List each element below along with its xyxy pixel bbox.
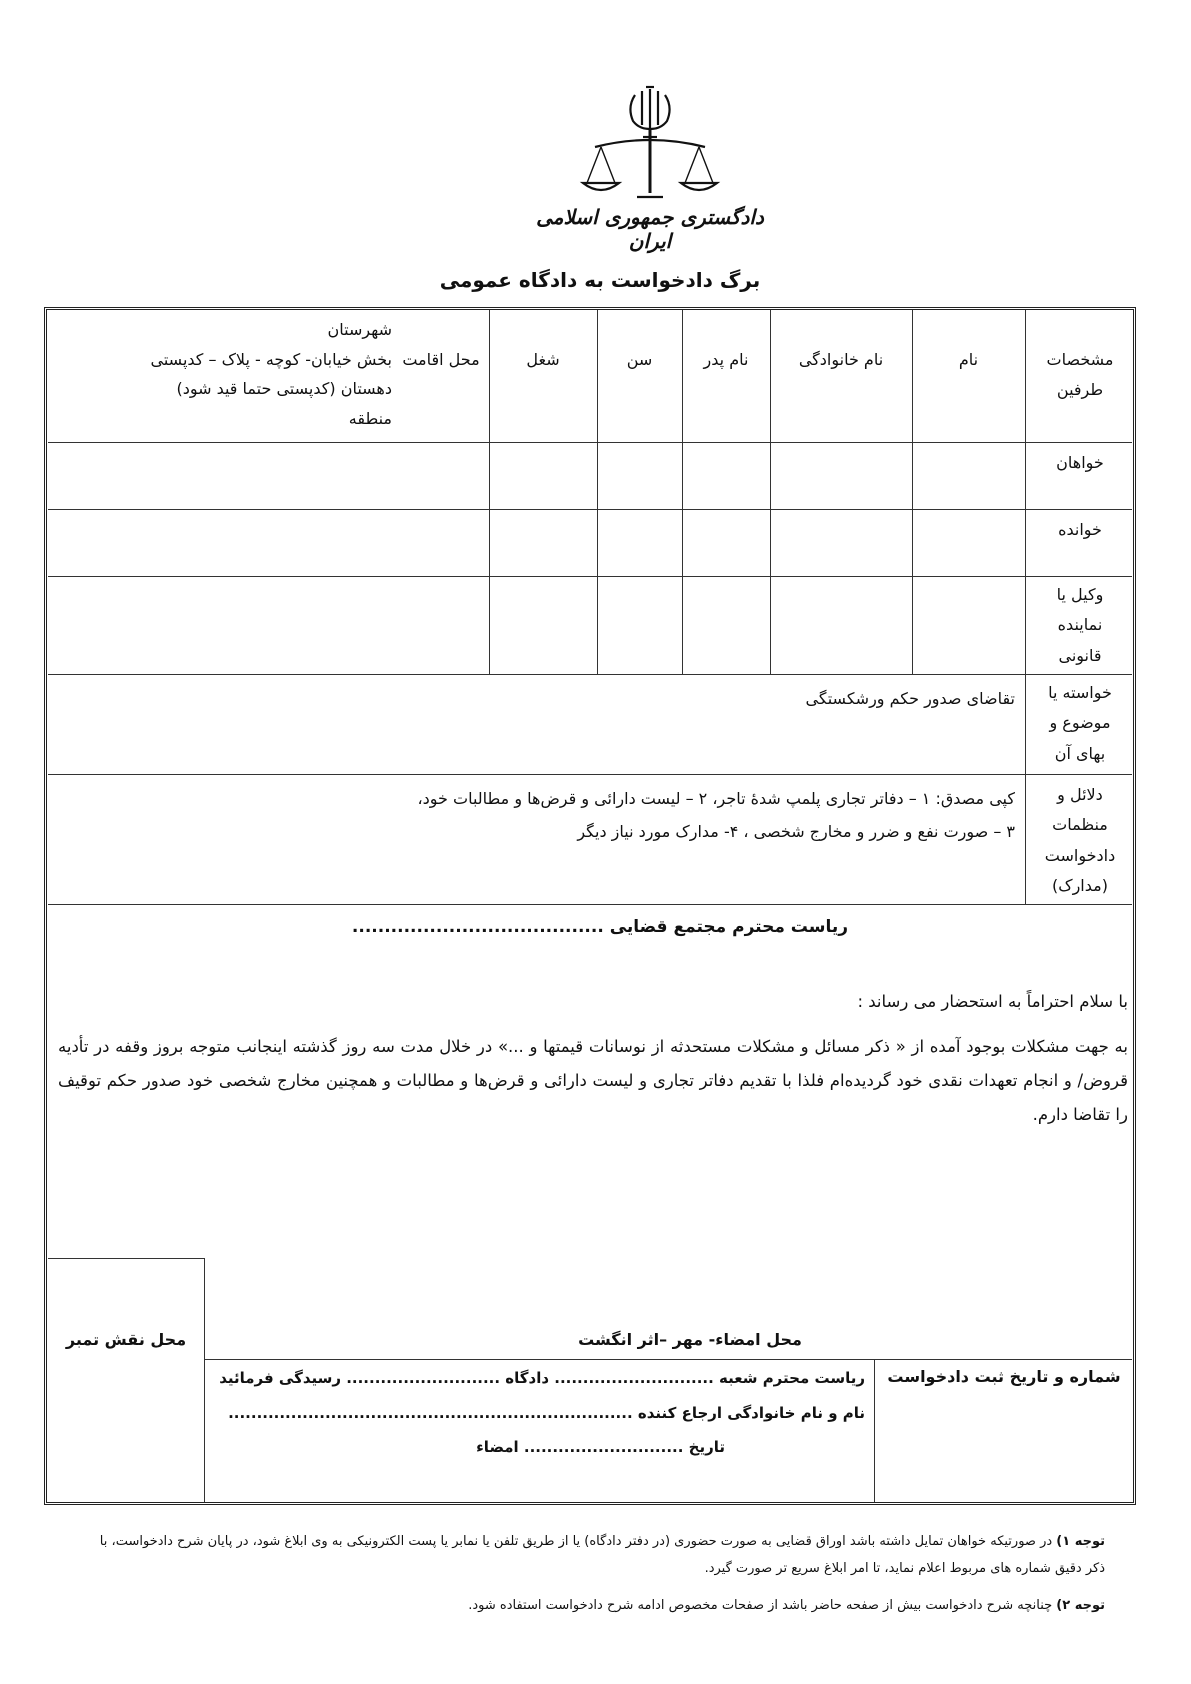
organization-name: دادگستری جمهوری اسلامی ایران	[536, 205, 764, 253]
registration-box-side	[874, 1359, 875, 1502]
row-defendant: خوانده	[1058, 520, 1102, 539]
row-plaintiff: خواهان	[1056, 453, 1104, 472]
row-divider	[48, 442, 1132, 443]
row-divider	[48, 674, 1132, 675]
judiciary-emblem-icon	[575, 85, 725, 210]
footer-box-top	[204, 1359, 1132, 1360]
note-1: توجه ۱) در صورتیکه خواهان تمایل داشته باشد اوراق قضایی به صورت حضوری (در دفتر دادگاه) یا از طریق تلفن یا نمابر یا پست الکترونیکی به وی ابلاغ شود، در پایان شرح دادخواست، با ذکر دقیق شماره های مربوط اعلام نماید، تا امر ابلاغ سریع تر صورت گیرد.	[99, 1534, 1105, 1577]
row-divider	[48, 904, 1132, 905]
stamp-box-top	[48, 1258, 204, 1259]
row-divider	[48, 576, 1132, 577]
petition-body: به جهت مشکلات بوجود آمده از « ذکر مسائل و مشکلات مستحدثه از نوسانات قیمتها و ...» در خلال مدت سه روز گذشته اینجانب متوجه بروز وقفه در تأدیه قروض/ و انجام تعهدات نقدی خود گردیده‌ام فلذا با تقدیم دفاتر تجاری و لیست دارائی و قرض‌ها و مطالبات و همچنین مخارج شخصی خود صدور حکم توقیف را تقاضا دارم.	[58, 1037, 1128, 1124]
signature-place: محل امضاء- مهر –اثر انگشت	[578, 1330, 802, 1349]
header-age: سن	[626, 350, 653, 369]
stamp-box-side	[204, 1258, 205, 1502]
header-residence: محل اقامت	[402, 350, 480, 369]
header-address: شهرستان بخش خیابان- کوچه - پلاک – کدپستی دهستان (کدپستی حتما قید شود) منطقه	[150, 320, 392, 428]
header-name: نام	[958, 350, 979, 369]
row-divider	[48, 774, 1132, 775]
greeting: با سلام احتراماً به استحضار می رساند :	[857, 992, 1128, 1011]
referral-block: ریاست محترم شعبه ............................ دادگاه ........................... رسیدگی فرمائید نام و نام خانوادگی ارجاع کننده ....................................................................... تاریخ ............................ امضاء	[219, 1369, 865, 1456]
form-title: برگ دادخواست به دادگاه عمومی	[439, 268, 761, 292]
row-divider	[48, 509, 1132, 510]
row-lawyer: وکیل یا نماینده قانونی	[1056, 585, 1104, 665]
claim-value: تقاضای صدور حکم ورشکستگی	[805, 689, 1015, 708]
row-claim: خواسته یا موضوع و بهای آن	[1048, 683, 1112, 763]
header-father-name: نام پدر	[703, 350, 749, 369]
registration-label: شماره و تاریخ ثبت دادخواست	[887, 1367, 1121, 1386]
evidence-list: کپی مصدق: ۱ – دفاتر تجاری پلمپ شدهٔ تاجر، ۲ – لیست دارائی و قرض‌ها و مطالبات خود، ۳ – صورت نفع و ضرر و مخارج شخصی ، ۴- مدارک مورد نیاز دیگر	[417, 789, 1015, 841]
row-evidence: دلائل و منظمات دادخواست (مدارک)	[1044, 785, 1116, 896]
header-job: شغل	[526, 350, 560, 369]
court-heading: ریاست محترم مجتمع قضایی .......................................	[351, 917, 849, 937]
header-parties: مشخصات طرفین	[1046, 350, 1114, 400]
stamp-place: محل نقش تمبر	[65, 1330, 187, 1349]
header-family-name: نام خانوادگی	[798, 350, 884, 369]
note-2: توجه ۲) چنانچه شرح دادخواست بیش از صفحه حاضر باشد از صفحات مخصوص ادامه شرح دادخواست استفاده شود.	[468, 1598, 1105, 1613]
